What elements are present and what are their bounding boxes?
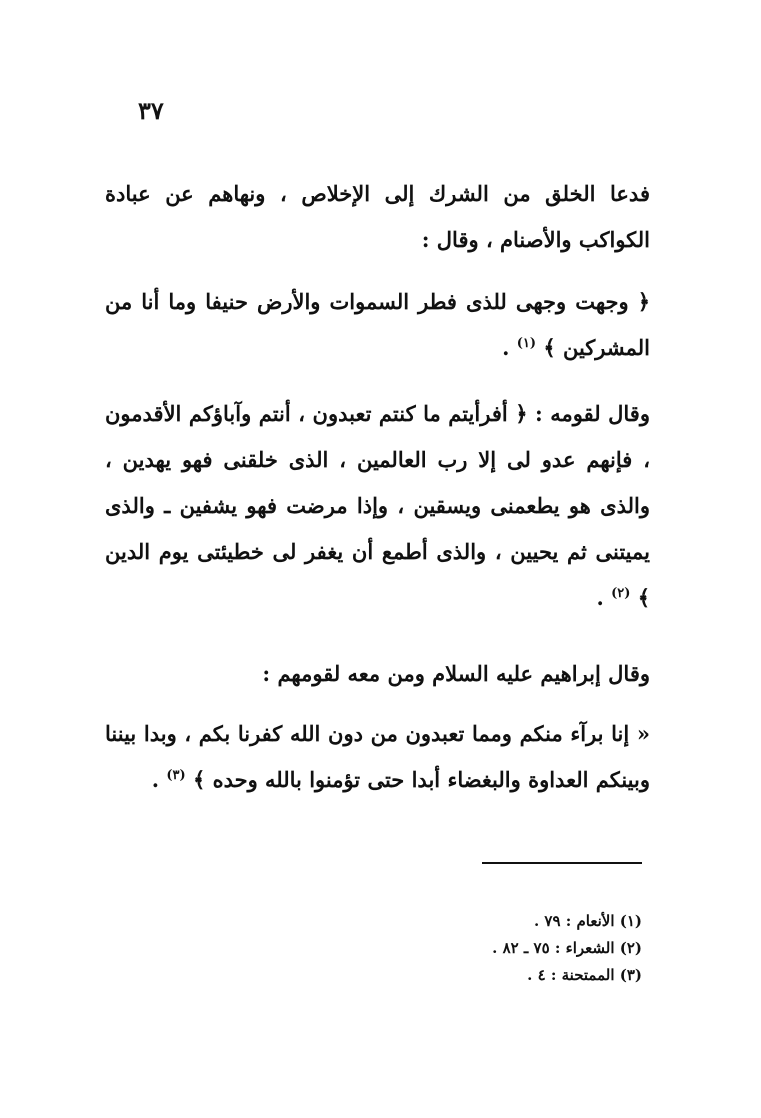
paragraph-intro: [105, 171, 650, 263]
quote-verse-2: [105, 391, 650, 621]
page-number: ٣٧: [138, 96, 164, 125]
footnote-3: (٣) الممتحنة : ٤ .: [527, 966, 642, 984]
paragraph-intro-text: فدعا الخلق من الشرك إلى الإخلاص ، ونهاهم عن عبادة الكواكب والأصنام ، وقال :: [105, 181, 650, 252]
footnote-ref-2: (٢): [611, 586, 631, 601]
footnote-ref-1: (١): [516, 336, 537, 351]
quote-verse-3-end: .: [151, 767, 160, 792]
quote-verse-2-text: وقال لقومه : ﴿ أفرأيتم ما كنتم تعبدون ، أنتم وآباؤكم الأقدمون ، فإنهم عدو لى إلا رب العالمين ، الذى خلقنى فهو يهدين ، والذى هو يطعمنى ويسقين ، وإذا مرضت فهو يشفين ـ والذى يميتنى ثم يحيين ، والذى أطمع أن يغفر لى خطيئتى يوم الدين ﴾: [105, 401, 650, 610]
quote-verse-3-text: « إنا برآء منكم ومما تعبدون من دون الله كفرنا بكم ، وبدا بيننا وبينكم العداوة والبغضاء أبدا حتى تؤمنوا بالله وحده ﴾: [105, 721, 650, 792]
quote-verse-1-text: ﴿ وجهت وجهى للذى فطر السموات والأرض حنيفا وما أنا من المشركين ﴾: [105, 289, 650, 360]
quote-verse-1: [105, 279, 650, 371]
quote-verse-2-end: .: [596, 585, 604, 610]
footnote-2: (٢) الشعراء : ٧٥ ـ ٨٢ .: [492, 939, 642, 957]
quote-verse-1-end: .: [502, 335, 510, 360]
footnote-1: (١) الأنعام : ٧٩ .: [533, 912, 642, 930]
footnote-separator: [482, 862, 642, 864]
footnote-ref-3: (٣): [166, 768, 186, 783]
footnotes: [360, 908, 642, 989]
quote-verse-3: [105, 711, 650, 803]
paragraph-ibrahim: [105, 651, 650, 697]
paragraph-ibrahim-text: وقال إبراهيم عليه السلام ومن معه لقومهم :: [262, 661, 650, 686]
